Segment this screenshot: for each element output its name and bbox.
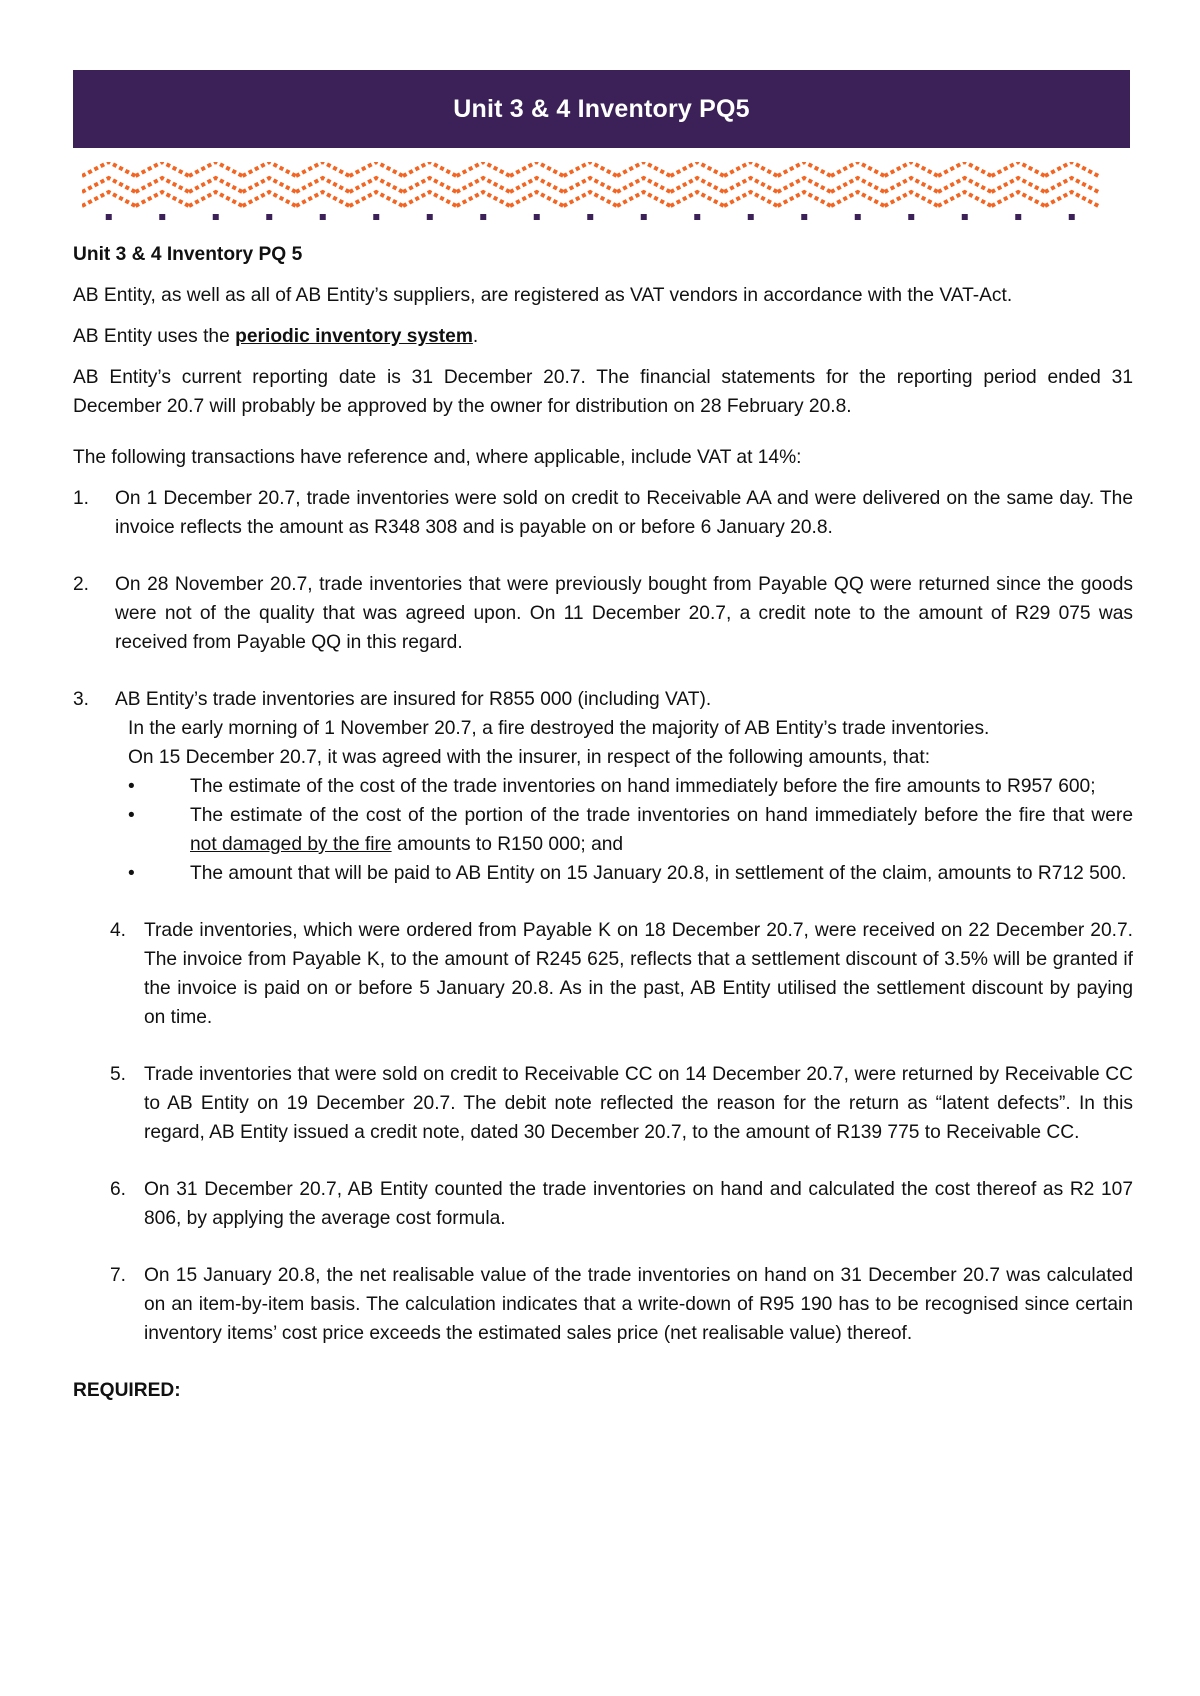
pattern-dot — [266, 214, 272, 220]
pattern-dot — [373, 214, 379, 220]
pattern-chevron — [671, 192, 725, 206]
pattern-chevron — [831, 192, 885, 206]
pattern-chevron — [564, 192, 618, 206]
pattern-chevron — [617, 192, 671, 206]
pattern-chevron — [457, 192, 511, 206]
list-item-text: Trade inventories that were sold on credit to Receivable CC on 14 December 20.7, were returned by Receivable CC to AB Entity on 19 December 20.7. The debit note reflected the reason for the return as “latent defects”. In this regard, AB Entity issued a credit note, dated 30 December 20.7, to the amount of R139 775 to Receivable CC. — [144, 1064, 1133, 1143]
pattern-chevron — [938, 192, 992, 206]
pattern-dot — [587, 214, 593, 220]
list-item-text: AB Entity’s trade inventories are insured for R855 000 (including VAT). — [115, 689, 712, 710]
pattern-chevron — [778, 162, 832, 176]
decorative-zigzag-pattern — [82, 162, 1122, 222]
pattern-chevron — [243, 162, 297, 176]
periodic-inventory-system-emphasis: periodic inventory system — [235, 326, 473, 347]
paragraph-inventory-system-post: . — [472, 326, 479, 347]
pattern-chevron — [885, 162, 939, 176]
pattern-dot — [480, 214, 486, 220]
list-item — [73, 685, 1133, 888]
pattern-chevron — [403, 162, 457, 176]
list-item-number: 2. — [73, 574, 90, 595]
pattern-chevron — [136, 162, 190, 176]
pattern-chevron — [189, 162, 243, 176]
bullet-icon: • — [128, 863, 135, 884]
paragraph-transactions-intro: The following transactions have reference and, where applicable, include VAT at 14%: — [73, 447, 802, 468]
list-item — [110, 1175, 1133, 1233]
list-item — [110, 1261, 1133, 1348]
list-item-number: 5. — [110, 1064, 127, 1085]
list-item-text: On 28 November 20.7, trade inventories that were previously bought from Payable QQ were returned since the goods were not of the quality that was agreed upon. On 11 December 20.7, a credit note to the amount of R29 075 was received from Payable QQ in this regard. — [115, 574, 1133, 653]
pattern-chevron — [938, 162, 992, 176]
bullet-text-pre: The estimate of the cost of the portion of the trade inventories on hand immediately before the fire that were — [190, 805, 1133, 826]
pattern-dot — [748, 214, 754, 220]
pattern-chevron — [136, 192, 190, 206]
pattern-dot — [213, 214, 219, 220]
pattern-chevron — [457, 162, 511, 176]
pattern-dot — [641, 214, 647, 220]
pattern-chevron — [296, 192, 350, 206]
pattern-chevron — [778, 192, 832, 206]
bullet-item — [128, 772, 1133, 801]
pattern-chevron — [189, 192, 243, 206]
bullet-text-post: amounts to R150 000; and — [391, 834, 624, 855]
list-item-text: On 1 December 20.7, trade inventories were sold on credit to Receivable AA and were delivered on the same day. The invoice reflects the amount as R348 308 and is payable on or before 6 January 20.8. — [115, 488, 1133, 538]
pattern-dot — [694, 214, 700, 220]
fire-description: In the early morning of 1 November 20.7, a fire destroyed the majority of AB Entity’s trade inventories. — [128, 718, 990, 739]
pattern-chevron — [82, 162, 136, 176]
list-item-number: 7. — [110, 1265, 127, 1286]
pattern-dot — [106, 214, 112, 220]
list-item-number: 4. — [110, 920, 127, 941]
not-damaged-emphasis: not damaged by the fire — [190, 834, 392, 855]
pattern-chevron — [885, 192, 939, 206]
pattern-dot — [1069, 214, 1075, 220]
pattern-chevron — [403, 192, 457, 206]
bullet-text: The estimate of the cost of the trade inventories on hand immediately before the fire amounts to R957 600; — [190, 776, 1096, 797]
bullet-text — [190, 801, 1133, 859]
pattern-dot — [534, 214, 540, 220]
list-item-number: 3. — [73, 689, 90, 710]
pattern-dot — [962, 214, 968, 220]
pattern-chevron — [1045, 162, 1099, 176]
pattern-dot — [1015, 214, 1021, 220]
paragraph-inventory-system — [73, 322, 1133, 351]
pattern-chevron — [243, 192, 297, 206]
list-item — [73, 484, 1133, 542]
pattern-chevron — [82, 192, 136, 206]
pattern-chevron — [350, 192, 404, 206]
list-item — [73, 570, 1133, 657]
list-item-text: On 31 December 20.7, AB Entity counted the trade inventories on hand and calculated the cost thereof as R2 107 806, by applying the average cost formula. — [144, 1179, 1133, 1229]
pattern-chevron — [510, 192, 564, 206]
pattern-chevron — [671, 162, 725, 176]
pattern-dot — [855, 214, 861, 220]
pattern-dot — [908, 214, 914, 220]
required-heading: REQUIRED: — [73, 1380, 181, 1401]
paragraph-inventory-system-pre: AB Entity uses the — [73, 326, 236, 347]
list-item-text: On 15 January 20.8, the net realisable value of the trade inventories on hand on 31 December 20.7 was calculated on an item-by-item basis. The calculation indicates that a write-down of R95 190 has to be recognised since certain inventory items’ cost price exceeds the estimated sales price (net realisable value) thereof. — [144, 1265, 1133, 1344]
title-banner — [73, 70, 1130, 148]
pattern-chevron — [350, 162, 404, 176]
pattern-chevron — [564, 162, 618, 176]
pattern-dot — [427, 214, 433, 220]
document-subheading: Unit 3 & 4 Inventory PQ 5 — [73, 244, 303, 265]
bullet-text: The amount that will be paid to AB Entity on 15 January 20.8, in settlement of the claim, amounts to R712 500. — [190, 863, 1127, 884]
list-item-text: Trade inventories, which were ordered from Payable K on 18 December 20.7, were received on 22 December 20.7. The invoice from Payable K, to the amount of R245 625, reflects that a settlement discount of 3.5% will be granted if the invoice is paid on or before 5 January 20.8. As in the past, AB Entity utilised the settlement discount by paying on time. — [144, 920, 1133, 1028]
pattern-chevron — [831, 162, 885, 176]
list-item — [110, 1060, 1133, 1147]
pattern-chevron — [510, 162, 564, 176]
banner-title: Unit 3 & 4 Inventory PQ5 — [453, 94, 750, 123]
pattern-chevron — [617, 162, 671, 176]
pattern-dot — [320, 214, 326, 220]
insurer-agreement: On 15 December 20.7, it was agreed with the insurer, in respect of the following amounts, that: — [128, 747, 931, 768]
paragraph-vat-registration: AB Entity, as well as all of AB Entity’s suppliers, are registered as VAT vendors in accordance with the VAT-Act. — [73, 285, 1013, 306]
pattern-chevron — [724, 192, 778, 206]
bullet-icon: • — [128, 776, 135, 797]
pattern-dot — [801, 214, 807, 220]
pattern-chevron — [1045, 192, 1099, 206]
list-item — [110, 916, 1133, 1032]
pattern-chevron — [296, 162, 350, 176]
pattern-chevron — [992, 162, 1046, 176]
bullet-item — [128, 859, 1133, 888]
pattern-chevron — [992, 192, 1046, 206]
paragraph-reporting-date: AB Entity’s current reporting date is 31 December 20.7. The financial statements for the reporting period ended 31 December 20.7 will probably be approved by the owner for distribution on 28 February 20.8. — [73, 367, 1133, 417]
list-item-number: 6. — [110, 1179, 127, 1200]
document-body — [73, 240, 1133, 1405]
list-item-number: 1. — [73, 488, 90, 509]
pattern-dot — [159, 214, 165, 220]
pattern-chevron — [724, 162, 778, 176]
bullet-icon: • — [128, 805, 135, 826]
bullet-item — [128, 801, 1133, 859]
